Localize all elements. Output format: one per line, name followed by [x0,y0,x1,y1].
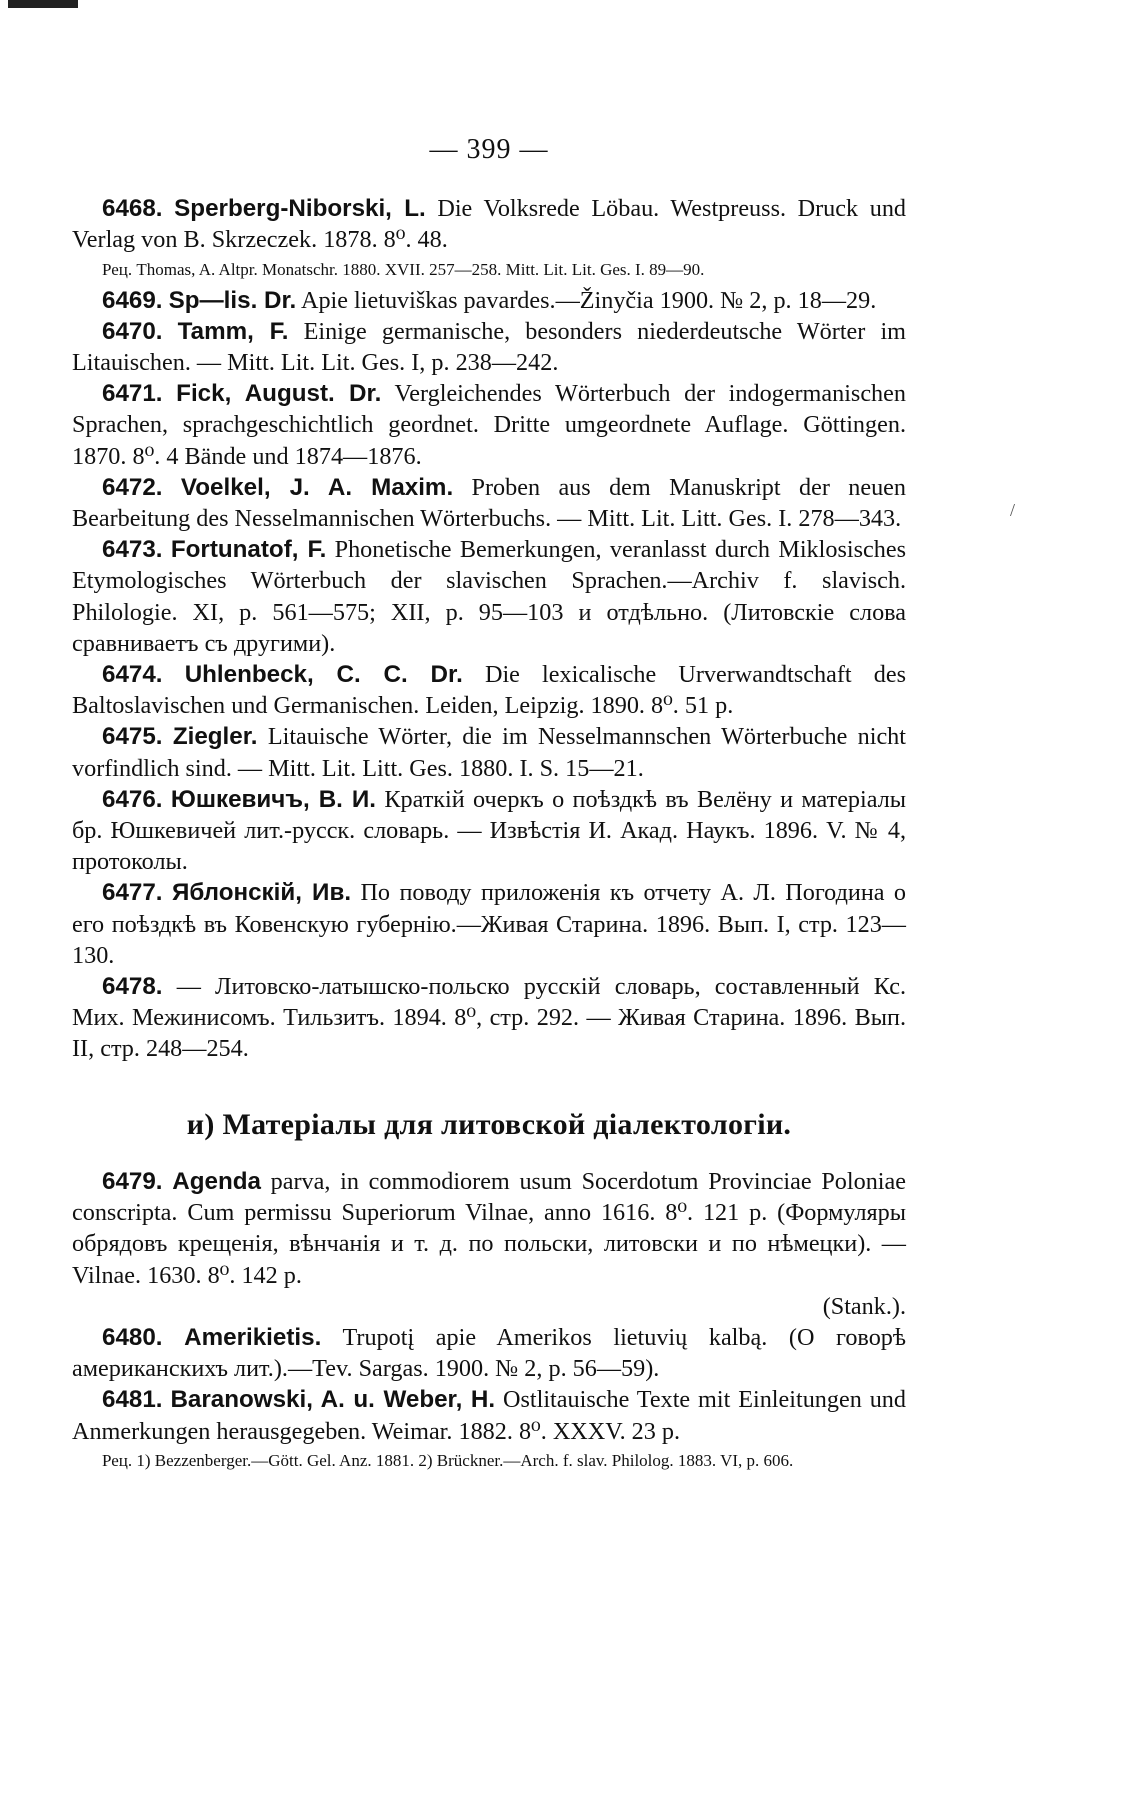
bibliography-entry [72,721,906,783]
entry-text: Litauische Wörter, die im Nesselmannschen Wörterbuche nicht vorfindlich sind. — Mitt. Lit. Litt. Ges. 1880. I. S. 15—21. [72,723,906,782]
entry-number: 6474. [102,661,163,689]
entry-text: Ostlitauische Texte mit Einleitungen und Anmerkungen herausgegeben. Weimar. 1882. 8⁰. XXXV. 23 p. [72,1386,906,1445]
entry-signature: (Stank.). [822,1292,906,1320]
entry-author: Sp—lis. Dr. [168,286,297,314]
bibliography-entry [72,1166,906,1291]
entry-text: Trupotį apie Amerikos lietuvių kalbą. (О говорѣ американскихъ лит.).—Tev. Sargas. 1900. № 2, p. 56—59). [72,1323,907,1383]
entry-number: 6470. [102,317,163,345]
entry-author: Uhlenbeck, C. C. Dr. [184,661,463,689]
entry-text: Краткій очеркъ о поѣздкѣ въ Велёну и матеріалы бр. Юшкевичей лит.-русск. словарь. — Извѣстія И. Акад. Наукъ. 1896. V. № 4, протоколы. [72,785,907,876]
section-heading: и) Матеріалы для литовской діалектологіи. [186,1107,792,1141]
bibliography-entry [72,784,906,878]
bibliography-entry [72,285,906,316]
entry-list [72,193,906,1064]
entry-number: 6475. [102,723,163,751]
page-number: — 399 — [429,134,549,165]
entry-number: 6479. [102,1167,163,1195]
entry-text: parva, in commodiorem usum Socerdotum Provinciae Poloniae conscripta. Cum permissu Superiorum Vilnae, anno 1616. 8⁰. 121 p. (Формуляры обрядовъ крещенія, вѣнчанія и т. д. по польски, литовски и по нѣмецки). — Vilnae. 1630. 8⁰. 142 p. [72,1167,906,1289]
entry-author: Voelkel, J. A. Maxim. [180,473,454,501]
document-page [72,134,906,1476]
entry-list-dialectology [72,1166,906,1472]
entry-author: Яблонскій, Ив. [171,879,352,907]
entry-number: 6468. [102,195,163,223]
bibliography-entry [72,1322,906,1384]
entry-text: — Литовско-латышско-польско русскій словарь, составленный Кс. Мих. Межинисомъ. Тильзитъ. 1894. 8⁰, стр. 292. — Живая Старина. 1896. Вып. II, стр. 248—254. [72,973,907,1063]
entry-text: Proben aus dem Manuskript der neuen Bearbeitung des Nesselmannischen Wörterbuchs. — Mitt. Lit. Litt. Ges. I. 278—343. [72,473,907,533]
entry-author: Sperberg-Niborski, L. [174,195,426,223]
entry-number: 6480. [102,1323,163,1351]
entry-number: 6476. [102,785,163,813]
review-note: Рец. Thomas, A. Altpr. Monatschr. 1880. XVII. 257—258. Mitt. Lit. Lit. Ges. I. 89—90. [102,259,705,279]
entry-number: 6477. [102,879,163,907]
entry-number: 6472. [102,473,163,501]
entry-text: Einige germanische, besonders niederdeutsche Wörter im Litauischen. — Mitt. Lit. Lit. Ges. I, p. 238—242. [72,317,907,377]
bibliography-entry [72,877,906,971]
entry-text: Vergleichendes Wörterbuch der indogermanischen Sprachen, sprachgeschichtlich geordnet. Dritte umgeordnete Auflage. Göttingen. 1870. 8⁰. 4 Bände und 1874—1876. [72,380,906,470]
entry-text: По поводу приложенія къ отчету А. Л. Погодина о его поѣздкѣ въ Ковенскую губернію.—Живая Старина. 1896. Вып. I, стр. 123—130. [72,879,907,969]
bibliography-entry [72,193,906,255]
bibliography-entry [72,659,906,721]
bibliography-entry [72,378,906,472]
entry-author: Amerikietis. [184,1323,322,1351]
entry-author: Baranowski, A. u. Weber, H. [170,1386,496,1414]
entry-number: 6481. [102,1386,163,1414]
entry-text: Apie lietuviškas pavardes.—Žinyčia 1900. № 2, p. 18—29. [296,286,877,314]
entry-author: Fortunatof, F. [170,536,327,564]
bibliography-entry [72,316,906,378]
entry-number: 6473. [102,536,163,564]
review-note: Рец. 1) Bezzenberger.—Gött. Gel. Anz. 1881. 2) Brückner.—Arch. f. slav. Philolog. 1883. VI, p. 606. [102,1450,794,1470]
entry-author: Tamm, F. [177,317,289,345]
page-corner-mark [8,0,78,8]
entry-number: 6471. [102,380,163,408]
entry-author: Agenda [172,1167,261,1195]
entry-author: Fick, August. Dr. [176,380,382,408]
bibliography-entry [72,472,906,534]
bibliography-entry [72,971,906,1065]
entry-number: 6469. [102,286,163,314]
entry-text: Phonetische Bemerkungen, veranlasst durch Miklosisches Etymologisches Wörterbuch der slavischen Sprachen.—Archiv f. slavisch. Philologie. XI, p. 561—575; XII, p. 95—103 и отдѣльно. (Литовскіе слова сравниваетъ съ другими). [72,536,906,657]
entry-text: Die lexicalische Urverwandtschaft des Baltoslavischen und Germanischen. Leiden, Leipzig. 1890. 8⁰. 51 p. [72,661,907,720]
entry-author: Ziegler. [172,723,258,751]
entry-number: 6478. [102,973,163,1001]
bibliography-entry [72,1384,906,1446]
margin-mark: / [1010,500,1016,520]
entry-author: Юшкевичъ, В. И. [170,785,377,813]
bibliography-entry [72,534,906,659]
entry-text: Die Volksrede Löbau. Westpreuss. Druck und Verlag von B. Skrzeczek. 1878. 8⁰. 48. [72,195,907,254]
